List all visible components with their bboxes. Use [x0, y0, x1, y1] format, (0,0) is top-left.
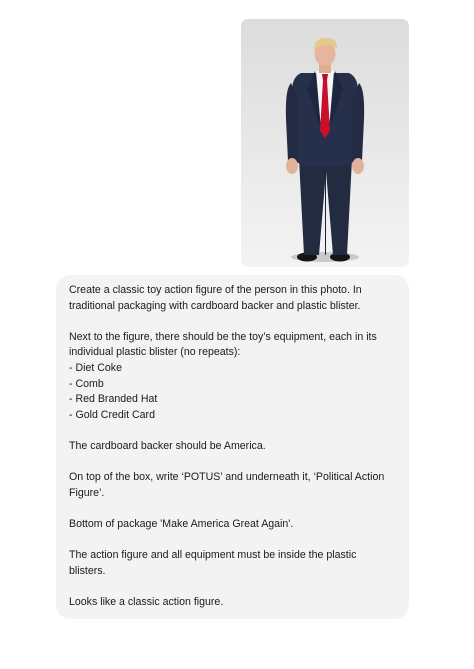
equipment-paragraph	[69, 330, 395, 424]
standing-man-in-suit-image	[241, 19, 409, 267]
message-paragraph: The cardboard backer should be America.	[69, 439, 266, 452]
user-message-bubble	[56, 275, 409, 619]
message-paragraph: Bottom of package 'Make America Great Again'.	[69, 517, 294, 530]
equipment-item: - Red Branded Hat	[69, 393, 158, 406]
equipment-item: - Diet Coke	[69, 361, 122, 374]
message-paragraph: Looks like a classic action figure.	[69, 595, 224, 608]
attached-photo[interactable]	[241, 19, 409, 267]
equipment-item: - Gold Credit Card	[69, 408, 155, 421]
equipment-intro: Next to the figure, there should be the toy’s equipment, each in its individual plastic blister (no repeats):	[69, 330, 377, 359]
message-paragraph: The action figure and all equipment must be inside the plastic blisters.	[69, 549, 357, 577]
equipment-item: - Comb	[69, 377, 104, 390]
message-paragraph: Create a classic toy action figure of the person in this photo. In traditional packaging with cardboard backer and plastic blister.	[69, 284, 362, 312]
message-paragraph: On top of the box, write ‘POTUS’ and underneath it, ‘Political Action Figure’.	[69, 471, 385, 499]
